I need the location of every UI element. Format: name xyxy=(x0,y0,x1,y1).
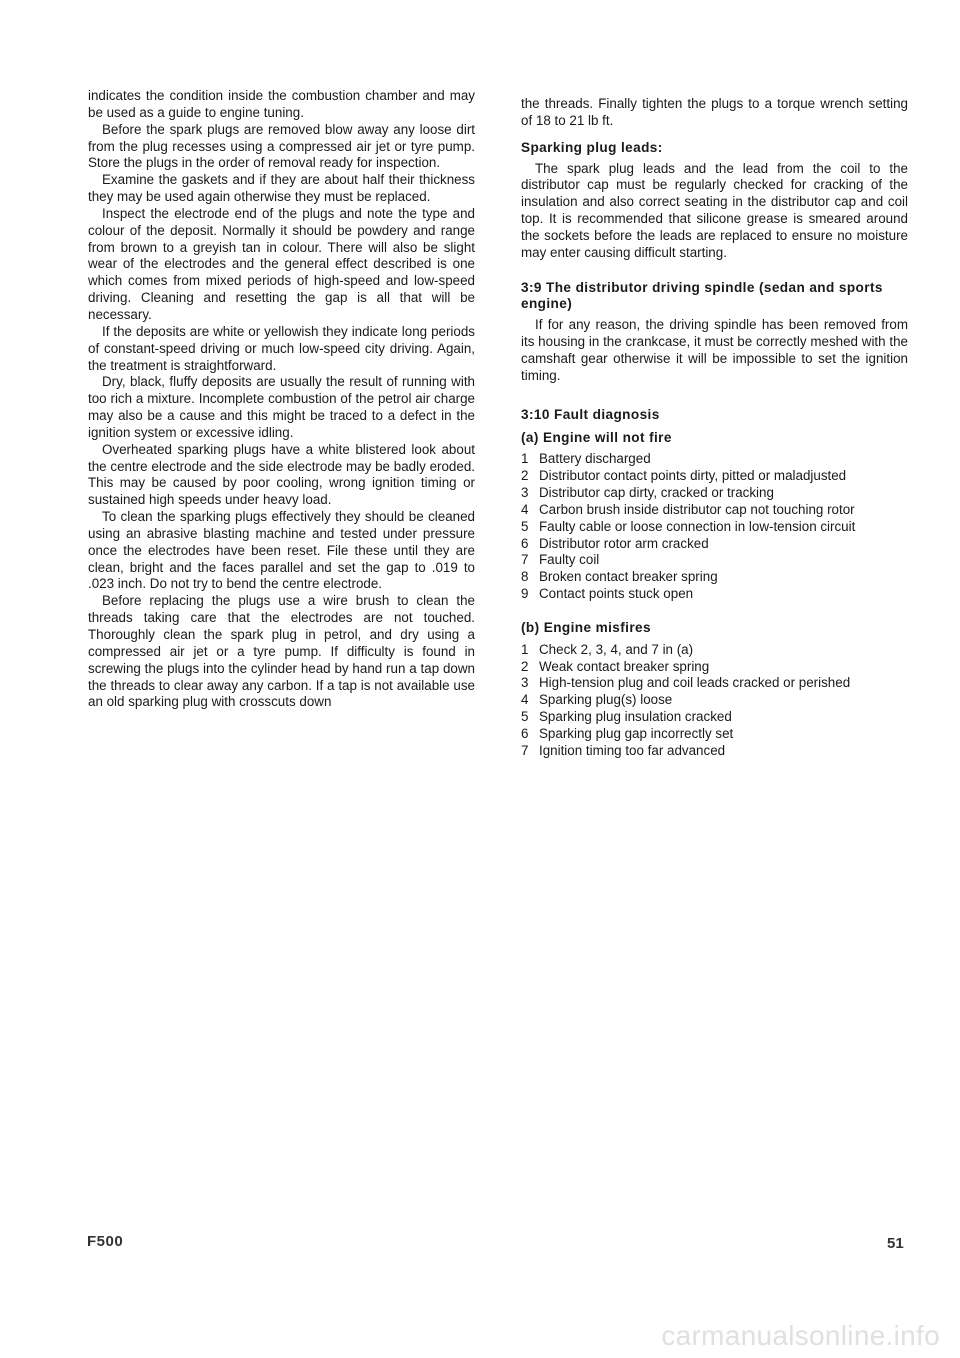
list-item-text: Check 2, 3, 4, and 7 in (a) xyxy=(539,641,694,657)
list-item-number: 1 xyxy=(521,451,529,467)
paragraph: If the deposits are white or yellowish they indicate long periods of constant-speed driving or much low-speed city driving. Again, the treatment is straightforward. xyxy=(88,323,475,373)
list-item xyxy=(521,709,908,726)
list-item-text: High-tension plug and coil leads cracked or perished xyxy=(539,675,851,691)
list-item-number: 6 xyxy=(521,535,529,551)
list-item-number: 3 xyxy=(521,675,529,691)
paragraph: Before the spark plugs are removed blow away any loose dirt from the plug recesses using a compressed air jet or tyre pump. Store the plugs in the order of removal ready for inspection. xyxy=(88,121,475,171)
list-item xyxy=(521,692,908,709)
list-item-number: 5 xyxy=(521,709,529,725)
list-item-number: 5 xyxy=(521,518,529,534)
left-column xyxy=(88,88,475,711)
subsection-heading: (b) Engine misfires xyxy=(521,619,651,635)
list-item xyxy=(521,569,908,586)
list-item xyxy=(521,451,908,468)
list-item-text: Sparking plug insulation cracked xyxy=(539,709,732,725)
section-heading: 3:9 The distributor driving spindle (sedan and sports engine) xyxy=(521,279,883,312)
list-item-text: Faulty cable or loose connection in low-tension circuit xyxy=(539,518,856,534)
list-item-number: 1 xyxy=(521,641,529,657)
list-item xyxy=(521,586,908,603)
list-item-text: Contact points stuck open xyxy=(539,586,694,602)
list-item xyxy=(521,659,908,676)
list-item xyxy=(521,743,908,760)
list-item-number: 7 xyxy=(521,742,529,758)
section-heading: Sparking plug leads: xyxy=(521,139,663,155)
list-item-number: 7 xyxy=(521,552,529,568)
paragraph: Inspect the electrode end of the plugs and note the type and colour of the deposit. Normally it should be powdery and range from brown to a greyish tan in colour. There will also be slight wear of the electrodes and the general effect described is one which comes from mixed periods of high-speed and low-speed driving. Cleaning and resetting the gap is all that will be necessary. xyxy=(88,205,475,322)
list-item-number: 6 xyxy=(521,726,529,741)
list-item xyxy=(521,502,908,519)
paragraph: Dry, black, fluffy deposits are usually the result of running with too rich a mixture. Incomplete combustion of the petrol air charge may also be a cause and this might be traced to a defect in the ignition system or excessive idling. xyxy=(88,374,475,440)
list-item-text: Faulty coil xyxy=(539,552,600,568)
list-item xyxy=(521,468,908,485)
fault-list-a xyxy=(521,451,908,603)
list-item xyxy=(521,536,908,553)
paragraph: the threads. Finally tighten the plugs to a torque wrench setting of 18 to 21 lb ft. xyxy=(521,96,908,128)
section-heading: 3:10 Fault diagnosis xyxy=(521,406,660,422)
paragraph: To clean the sparking plugs effectively they should be cleaned using an abrasive blasting machine and tested under pressure once the electrodes have been reset. File these until they are clean, bright and the faces parallel and set the gap to .019 to .023 inch. Do not try to bend the centre electrode. xyxy=(88,509,475,592)
list-item xyxy=(521,519,908,536)
list-item xyxy=(521,675,908,692)
list-item-text: Sparking plug gap incorrectly set xyxy=(539,726,734,741)
list-item xyxy=(521,642,908,659)
list-item-text: Sparking plug(s) loose xyxy=(539,692,673,708)
page-number: 51 xyxy=(887,1235,904,1252)
list-item-number: 2 xyxy=(521,658,529,674)
watermark: carmanualsonline.info xyxy=(661,1320,940,1351)
paragraph: If for any reason, the driving spindle has been removed from its housing in the crankcase, it must be correctly meshed with the camshaft gear otherwise it will be impossible to set the ignition timing. xyxy=(521,317,908,383)
fault-list-b xyxy=(521,642,908,760)
paragraph: The spark plug leads and the lead from the coil to the distributor cap must be regularly checked for cracking of the insulation and also correct seating in the distributor cap and coil top. It is recommended that silicone grease is smeared around the sockets before the leads are replaced to ensure no moisture may enter causing difficult starting. xyxy=(521,160,908,260)
footer-model: F500 xyxy=(87,1233,124,1250)
list-item-number: 4 xyxy=(521,501,529,517)
list-item xyxy=(521,726,908,743)
list-item-text: Weak contact breaker spring xyxy=(539,658,710,674)
list-item-number: 4 xyxy=(521,692,529,708)
paragraph: indicates the condition inside the combustion chamber and may be used as a guide to engine tuning. xyxy=(88,88,475,120)
right-column xyxy=(521,96,908,760)
list-item-number: 3 xyxy=(521,485,529,501)
list-item-text: Ignition timing too far advanced xyxy=(539,742,726,758)
list-item xyxy=(521,552,908,569)
subsection-heading: (a) Engine will not fire xyxy=(521,429,672,445)
list-item-text: Distributor rotor arm cracked xyxy=(539,535,709,551)
list-item-text: Distributor cap dirty, cracked or tracking xyxy=(539,485,774,501)
list-item-number: 2 xyxy=(521,468,529,484)
list-item-text: Distributor contact points dirty, pitted or maladjusted xyxy=(539,468,847,484)
paragraph: Before replacing the plugs use a wire brush to clean the threads taking care that the electrodes are not touched. Thoroughly clean the spark plug in petrol, and dry using a compressed air jet or a tyre pump. If difficulty is found in screwing the plugs into the cylinder head by hand run a tap down the threads to clear away any carbon. If a tap is not available use an old sparking plug with crosscuts down xyxy=(88,593,475,710)
list-item-text: Broken contact breaker spring xyxy=(539,569,718,585)
paragraph: Examine the gaskets and if they are about half their thickness they may be used again otherwise they must be replaced. xyxy=(88,172,475,205)
list-item xyxy=(521,485,908,502)
list-item-number: 8 xyxy=(521,569,529,585)
paragraph: Overheated sparking plugs have a white blistered look about the centre electrode and the side electrode may be badly eroded. This may be caused by poor cooling, wrong ignition timing or sustained high speeds under heavy load. xyxy=(88,441,475,508)
list-item-text: Carbon brush inside distributor cap not touching rotor xyxy=(539,501,855,517)
list-item-number: 9 xyxy=(521,586,529,602)
list-item-text: Battery discharged xyxy=(539,451,651,467)
